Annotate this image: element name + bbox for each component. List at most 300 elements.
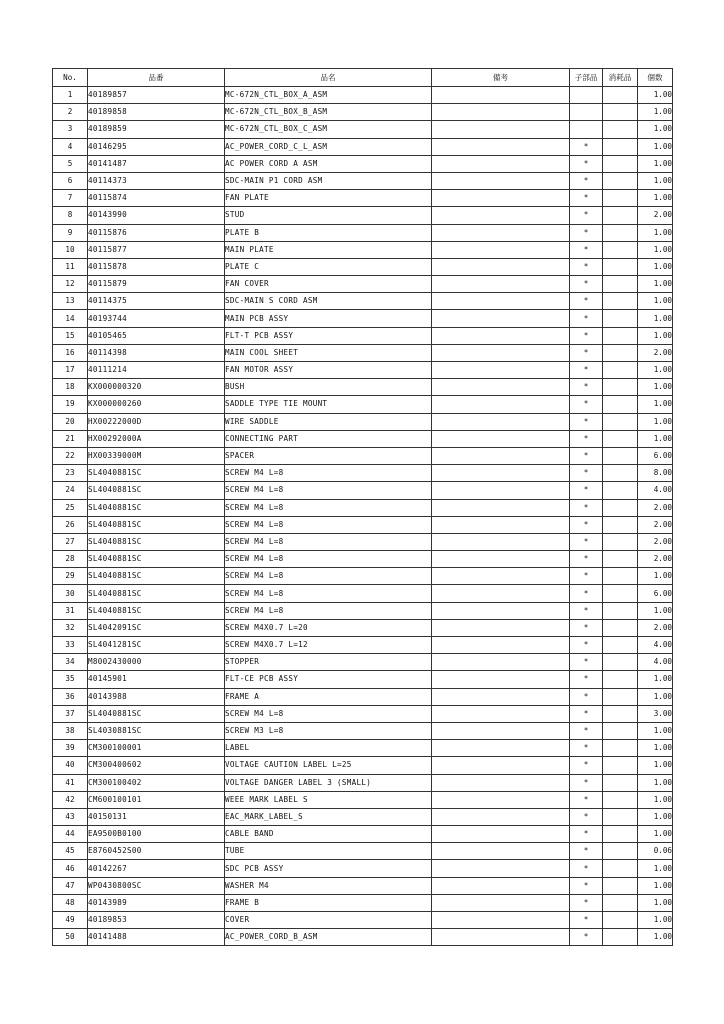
cell-quantity: 2.00: [638, 499, 673, 516]
cell-consumable: [603, 826, 638, 843]
cell-sub-part: *: [570, 637, 603, 654]
cell-consumable: [603, 619, 638, 636]
cell-part-name: SCREW M4 L=8: [225, 551, 432, 568]
cell-sub-part: *: [570, 430, 603, 447]
cell-consumable: [603, 447, 638, 464]
cell-part-number: SL4040881SC: [88, 516, 225, 533]
cell-consumable: [603, 362, 638, 379]
table-row: [53, 344, 673, 361]
cell-quantity: 1.00: [638, 310, 673, 327]
cell-no: 37: [53, 705, 88, 722]
cell-quantity: 3.00: [638, 705, 673, 722]
cell-quantity: 1.00: [638, 430, 673, 447]
cell-part-name: FAN MOTOR ASSY: [225, 362, 432, 379]
header-consumable: 消耗品: [603, 69, 638, 87]
cell-no: 18: [53, 379, 88, 396]
cell-part-name: SCREW M4 L=8: [225, 465, 432, 482]
table-row: [53, 877, 673, 894]
cell-sub-part: *: [570, 362, 603, 379]
table-row: [53, 602, 673, 619]
cell-no: 46: [53, 860, 88, 877]
table-row: [53, 87, 673, 104]
cell-part-name: MAIN PLATE: [225, 241, 432, 258]
cell-consumable: [603, 155, 638, 172]
cell-part-name: MAIN PCB ASSY: [225, 310, 432, 327]
cell-no: 22: [53, 447, 88, 464]
cell-consumable: [603, 310, 638, 327]
cell-quantity: 4.00: [638, 654, 673, 671]
cell-remarks: [432, 224, 570, 241]
table-row: [53, 722, 673, 739]
cell-sub-part: [570, 104, 603, 121]
table-row: [53, 447, 673, 464]
cell-consumable: [603, 808, 638, 825]
cell-sub-part: *: [570, 671, 603, 688]
cell-consumable: [603, 774, 638, 791]
table-row: [53, 568, 673, 585]
cell-sub-part: *: [570, 757, 603, 774]
cell-remarks: [432, 774, 570, 791]
cell-no: 38: [53, 722, 88, 739]
cell-part-number: CM300400602: [88, 757, 225, 774]
cell-sub-part: *: [570, 258, 603, 275]
cell-part-name: SCREW M4 L=8: [225, 499, 432, 516]
cell-consumable: [603, 688, 638, 705]
cell-part-name: SCREW M4X0.7 L=20: [225, 619, 432, 636]
cell-part-name: WEEE MARK LABEL S: [225, 791, 432, 808]
cell-sub-part: *: [570, 774, 603, 791]
cell-remarks: [432, 379, 570, 396]
table-row: [53, 104, 673, 121]
header-quantity: 個数: [638, 69, 673, 87]
cell-part-name: VOLTAGE CAUTION LABEL L=25: [225, 757, 432, 774]
cell-part-name: VOLTAGE DANGER LABEL 3 (SMALL): [225, 774, 432, 791]
cell-sub-part: *: [570, 482, 603, 499]
cell-sub-part: *: [570, 310, 603, 327]
cell-part-number: 40189857: [88, 87, 225, 104]
cell-quantity: 1.00: [638, 138, 673, 155]
cell-no: 4: [53, 138, 88, 155]
cell-no: 1: [53, 87, 88, 104]
cell-no: 31: [53, 602, 88, 619]
cell-remarks: [432, 551, 570, 568]
cell-sub-part: [570, 87, 603, 104]
cell-consumable: [603, 722, 638, 739]
cell-quantity: 1.00: [638, 172, 673, 189]
table-row: [53, 774, 673, 791]
cell-part-number: 40114373: [88, 172, 225, 189]
cell-remarks: [432, 585, 570, 602]
table-row: [53, 808, 673, 825]
cell-no: 11: [53, 258, 88, 275]
cell-part-name: SCREW M4 L=8: [225, 533, 432, 550]
cell-no: 6: [53, 172, 88, 189]
cell-quantity: 1.00: [638, 894, 673, 911]
cell-sub-part: *: [570, 207, 603, 224]
cell-quantity: 1.00: [638, 224, 673, 241]
cell-part-number: SL4040881SC: [88, 482, 225, 499]
cell-quantity: 1.00: [638, 121, 673, 138]
cell-remarks: [432, 344, 570, 361]
cell-sub-part: *: [570, 722, 603, 739]
cell-remarks: [432, 310, 570, 327]
cell-consumable: [603, 87, 638, 104]
table-row: [53, 327, 673, 344]
cell-part-number: 40111214: [88, 362, 225, 379]
cell-no: 36: [53, 688, 88, 705]
cell-quantity: 1.00: [638, 396, 673, 413]
cell-part-name: TUBE: [225, 843, 432, 860]
header-remarks: 備考: [432, 69, 570, 87]
cell-quantity: 1.00: [638, 808, 673, 825]
cell-quantity: 1.00: [638, 740, 673, 757]
table-row: [53, 619, 673, 636]
cell-part-name: SCREW M4 L=8: [225, 516, 432, 533]
cell-part-name: COVER: [225, 912, 432, 929]
cell-remarks: [432, 121, 570, 138]
cell-consumable: [603, 430, 638, 447]
header-sub-part: 子部品: [570, 69, 603, 87]
cell-quantity: 1.00: [638, 87, 673, 104]
cell-remarks: [432, 241, 570, 258]
cell-part-name: BUSH: [225, 379, 432, 396]
cell-part-number: SL4040881SC: [88, 551, 225, 568]
cell-part-number: 40115878: [88, 258, 225, 275]
cell-quantity: 1.00: [638, 774, 673, 791]
cell-remarks: [432, 430, 570, 447]
cell-remarks: [432, 929, 570, 946]
cell-consumable: [603, 276, 638, 293]
cell-no: 39: [53, 740, 88, 757]
cell-part-name: PLATE C: [225, 258, 432, 275]
cell-consumable: [603, 671, 638, 688]
table-row: [53, 757, 673, 774]
cell-quantity: 1.00: [638, 602, 673, 619]
table-row: [53, 740, 673, 757]
cell-no: 14: [53, 310, 88, 327]
cell-no: 24: [53, 482, 88, 499]
cell-sub-part: [570, 121, 603, 138]
cell-part-number: SL4040881SC: [88, 465, 225, 482]
cell-sub-part: *: [570, 654, 603, 671]
table-row: [53, 654, 673, 671]
cell-no: 27: [53, 533, 88, 550]
cell-consumable: [603, 912, 638, 929]
cell-quantity: 2.00: [638, 551, 673, 568]
cell-quantity: 2.00: [638, 619, 673, 636]
cell-remarks: [432, 293, 570, 310]
cell-no: 45: [53, 843, 88, 860]
table-row: [53, 138, 673, 155]
table-row: [53, 258, 673, 275]
cell-part-name: CABLE BAND: [225, 826, 432, 843]
cell-no: 21: [53, 430, 88, 447]
table-row: [53, 155, 673, 172]
cell-part-name: SCREW M4 L=8: [225, 568, 432, 585]
table-row: [53, 860, 673, 877]
cell-quantity: 1.00: [638, 327, 673, 344]
cell-sub-part: *: [570, 688, 603, 705]
cell-no: 49: [53, 912, 88, 929]
table-row: [53, 362, 673, 379]
cell-part-number: 40146295: [88, 138, 225, 155]
cell-part-name: MC-672N_CTL_BOX_C_ASM: [225, 121, 432, 138]
cell-part-number: 40115877: [88, 241, 225, 258]
cell-part-number: M8002430000: [88, 654, 225, 671]
cell-sub-part: *: [570, 465, 603, 482]
table-row: [53, 241, 673, 258]
cell-quantity: 1.00: [638, 791, 673, 808]
cell-sub-part: *: [570, 619, 603, 636]
cell-quantity: 1.00: [638, 413, 673, 430]
cell-part-name: FAN COVER: [225, 276, 432, 293]
cell-remarks: [432, 791, 570, 808]
cell-remarks: [432, 688, 570, 705]
cell-part-name: AC_POWER_CORD_C_L_ASM: [225, 138, 432, 155]
cell-part-name: SADDLE TYPE TIE MOUNT: [225, 396, 432, 413]
cell-part-name: PLATE B: [225, 224, 432, 241]
cell-remarks: [432, 705, 570, 722]
cell-remarks: [432, 465, 570, 482]
cell-remarks: [432, 155, 570, 172]
cell-sub-part: *: [570, 533, 603, 550]
table-row: [53, 551, 673, 568]
cell-part-number: SL4042091SC: [88, 619, 225, 636]
cell-sub-part: *: [570, 241, 603, 258]
cell-part-number: HX00292000A: [88, 430, 225, 447]
cell-remarks: [432, 447, 570, 464]
cell-consumable: [603, 533, 638, 550]
cell-consumable: [603, 516, 638, 533]
cell-quantity: 1.00: [638, 877, 673, 894]
cell-sub-part: *: [570, 155, 603, 172]
cell-sub-part: *: [570, 172, 603, 189]
cell-consumable: [603, 344, 638, 361]
cell-quantity: 1.00: [638, 276, 673, 293]
cell-remarks: [432, 172, 570, 189]
cell-part-number: SL4040881SC: [88, 585, 225, 602]
cell-remarks: [432, 87, 570, 104]
cell-no: 13: [53, 293, 88, 310]
cell-sub-part: *: [570, 791, 603, 808]
cell-consumable: [603, 602, 638, 619]
cell-remarks: [432, 808, 570, 825]
cell-quantity: 1.00: [638, 258, 673, 275]
cell-part-number: 40142267: [88, 860, 225, 877]
cell-sub-part: *: [570, 826, 603, 843]
cell-sub-part: *: [570, 293, 603, 310]
cell-sub-part: *: [570, 860, 603, 877]
cell-part-number: CM300100001: [88, 740, 225, 757]
cell-sub-part: *: [570, 894, 603, 911]
cell-consumable: [603, 568, 638, 585]
cell-no: 16: [53, 344, 88, 361]
cell-sub-part: *: [570, 705, 603, 722]
cell-part-number: 40105465: [88, 327, 225, 344]
cell-consumable: [603, 791, 638, 808]
cell-consumable: [603, 293, 638, 310]
cell-no: 19: [53, 396, 88, 413]
cell-no: 8: [53, 207, 88, 224]
cell-consumable: [603, 327, 638, 344]
cell-consumable: [603, 138, 638, 155]
cell-sub-part: *: [570, 379, 603, 396]
cell-quantity: 1.00: [638, 379, 673, 396]
cell-no: 26: [53, 516, 88, 533]
cell-quantity: 1.00: [638, 293, 673, 310]
cell-part-number: 40115876: [88, 224, 225, 241]
cell-consumable: [603, 104, 638, 121]
cell-sub-part: *: [570, 740, 603, 757]
cell-part-name: EAC_MARK_LABEL_S: [225, 808, 432, 825]
cell-remarks: [432, 413, 570, 430]
cell-part-number: SL4040881SC: [88, 568, 225, 585]
cell-quantity: 2.00: [638, 344, 673, 361]
cell-sub-part: *: [570, 413, 603, 430]
cell-consumable: [603, 740, 638, 757]
cell-no: 41: [53, 774, 88, 791]
cell-remarks: [432, 362, 570, 379]
cell-part-name: FRAME A: [225, 688, 432, 705]
cell-part-number: 40189858: [88, 104, 225, 121]
cell-consumable: [603, 757, 638, 774]
cell-no: 43: [53, 808, 88, 825]
cell-consumable: [603, 877, 638, 894]
cell-no: 28: [53, 551, 88, 568]
cell-sub-part: *: [570, 276, 603, 293]
cell-sub-part: *: [570, 499, 603, 516]
cell-remarks: [432, 722, 570, 739]
cell-quantity: 1.00: [638, 241, 673, 258]
cell-part-number: 40143989: [88, 894, 225, 911]
cell-consumable: [603, 121, 638, 138]
table-row: [53, 310, 673, 327]
cell-sub-part: *: [570, 602, 603, 619]
cell-quantity: 1.00: [638, 155, 673, 172]
cell-consumable: [603, 396, 638, 413]
cell-consumable: [603, 172, 638, 189]
cell-quantity: 1.00: [638, 860, 673, 877]
cell-quantity: 1.00: [638, 688, 673, 705]
cell-consumable: [603, 224, 638, 241]
cell-remarks: [432, 499, 570, 516]
cell-no: 7: [53, 190, 88, 207]
table-row: [53, 276, 673, 293]
table-row: [53, 929, 673, 946]
cell-consumable: [603, 413, 638, 430]
header-part-number: 品番: [88, 69, 225, 87]
cell-no: 2: [53, 104, 88, 121]
cell-remarks: [432, 619, 570, 636]
cell-part-number: 40143988: [88, 688, 225, 705]
cell-part-number: 40141487: [88, 155, 225, 172]
cell-remarks: [432, 602, 570, 619]
cell-no: 33: [53, 637, 88, 654]
header-part-name: 品名: [225, 69, 432, 87]
cell-no: 20: [53, 413, 88, 430]
cell-consumable: [603, 379, 638, 396]
table-row: [53, 843, 673, 860]
cell-remarks: [432, 138, 570, 155]
table-row: [53, 671, 673, 688]
cell-quantity: 6.00: [638, 447, 673, 464]
cell-quantity: 1.00: [638, 104, 673, 121]
cell-part-name: LABEL: [225, 740, 432, 757]
cell-part-number: E8760452S00: [88, 843, 225, 860]
cell-sub-part: *: [570, 912, 603, 929]
table-row: [53, 413, 673, 430]
cell-part-name: MC-672N_CTL_BOX_A_ASM: [225, 87, 432, 104]
cell-remarks: [432, 516, 570, 533]
cell-sub-part: *: [570, 877, 603, 894]
cell-remarks: [432, 894, 570, 911]
table-row: [53, 121, 673, 138]
table-row: [53, 482, 673, 499]
cell-part-number: HX00222000D: [88, 413, 225, 430]
cell-remarks: [432, 757, 570, 774]
table-row: [53, 465, 673, 482]
cell-part-name: SCREW M4 L=8: [225, 602, 432, 619]
cell-part-number: KX000000320: [88, 379, 225, 396]
cell-part-name: SDC PCB ASSY: [225, 860, 432, 877]
cell-remarks: [432, 482, 570, 499]
cell-no: 50: [53, 929, 88, 946]
cell-remarks: [432, 912, 570, 929]
cell-part-name: FLT-T PCB ASSY: [225, 327, 432, 344]
cell-remarks: [432, 740, 570, 757]
cell-quantity: 4.00: [638, 637, 673, 654]
cell-remarks: [432, 877, 570, 894]
table-row: [53, 533, 673, 550]
cell-sub-part: *: [570, 808, 603, 825]
cell-remarks: [432, 396, 570, 413]
cell-remarks: [432, 654, 570, 671]
cell-sub-part: *: [570, 447, 603, 464]
table-row: [53, 637, 673, 654]
cell-part-number: HX00339000M: [88, 447, 225, 464]
cell-part-name: MAIN COOL SHEET: [225, 344, 432, 361]
cell-part-number: 40150131: [88, 808, 225, 825]
cell-no: 44: [53, 826, 88, 843]
cell-no: 48: [53, 894, 88, 911]
cell-no: 42: [53, 791, 88, 808]
cell-remarks: [432, 104, 570, 121]
cell-consumable: [603, 929, 638, 946]
cell-part-number: WP0430800SC: [88, 877, 225, 894]
cell-no: 3: [53, 121, 88, 138]
cell-part-number: SL4040881SC: [88, 602, 225, 619]
cell-consumable: [603, 258, 638, 275]
cell-part-name: SCREW M3 L=8: [225, 722, 432, 739]
cell-part-number: SL4040881SC: [88, 499, 225, 516]
header-row: [53, 69, 673, 87]
cell-part-number: 40115874: [88, 190, 225, 207]
cell-no: 9: [53, 224, 88, 241]
cell-quantity: 1.00: [638, 826, 673, 843]
cell-sub-part: *: [570, 190, 603, 207]
cell-remarks: [432, 637, 570, 654]
table-row: [53, 894, 673, 911]
cell-remarks: [432, 276, 570, 293]
cell-part-name: STOPPER: [225, 654, 432, 671]
table-row: [53, 826, 673, 843]
table-row: [53, 705, 673, 722]
cell-remarks: [432, 671, 570, 688]
cell-consumable: [603, 894, 638, 911]
cell-part-number: 40141488: [88, 929, 225, 946]
cell-part-name: SPACER: [225, 447, 432, 464]
cell-no: 47: [53, 877, 88, 894]
